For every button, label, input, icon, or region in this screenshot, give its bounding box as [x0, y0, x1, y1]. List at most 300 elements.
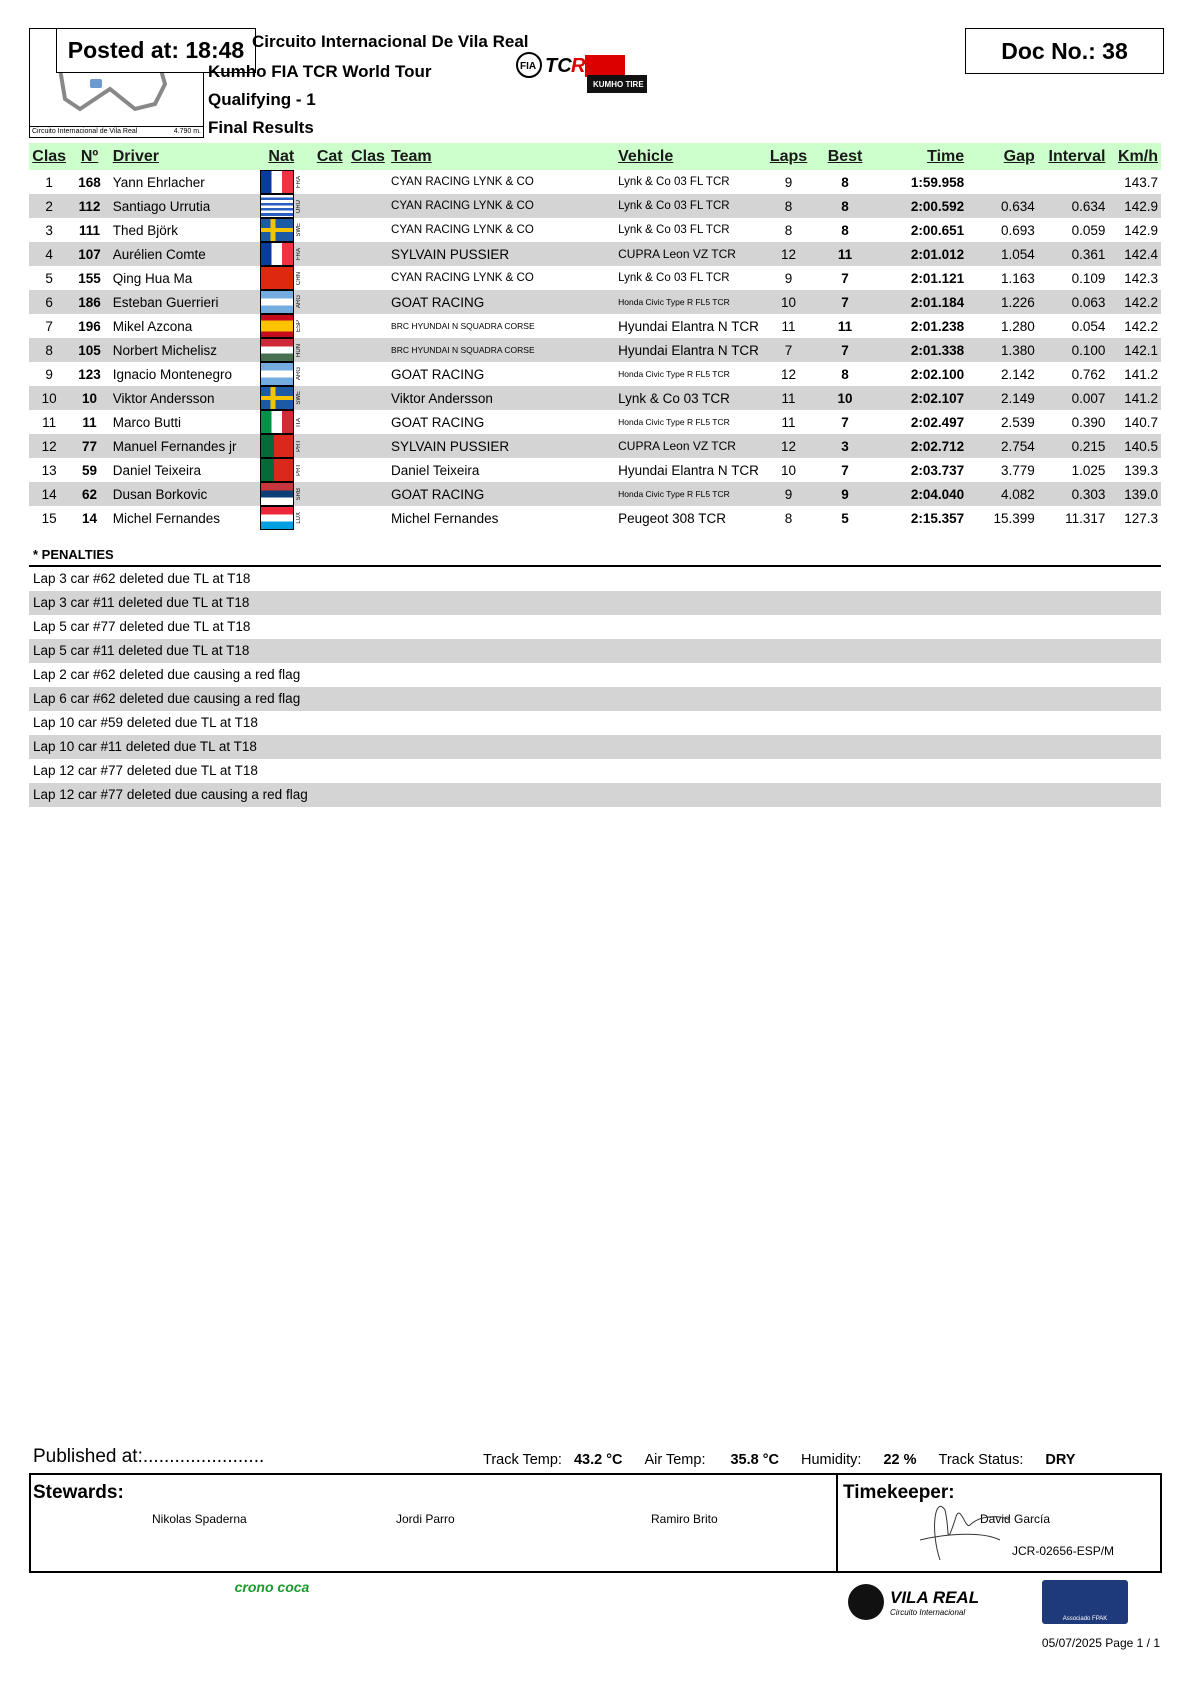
nationality-cell: [251, 506, 312, 530]
car-number-cell: 77: [69, 434, 109, 458]
vehicle-cell: Hyundai Elantra N TCR: [618, 318, 759, 334]
laps-cell: 9: [763, 482, 813, 506]
position-cell: 1: [45, 174, 53, 190]
speed-cell: 139.3: [1124, 462, 1158, 478]
class-position-cell: [348, 242, 388, 266]
steward-name: Ramiro Brito: [651, 1512, 718, 1526]
laps-cell: 9: [784, 270, 793, 286]
position-cell: 13: [41, 462, 57, 478]
track-status-value: DRY: [1045, 1452, 1076, 1468]
column-header: Clas: [29, 143, 69, 170]
nation-code: URU: [296, 199, 303, 213]
car-number-cell: 59: [82, 462, 98, 478]
posted-at-box: Posted at: 18:48: [56, 28, 256, 73]
timekeeper-label: Timekeeper:: [843, 1482, 955, 1503]
team-cell: Daniel Teixeira: [391, 462, 480, 478]
column-header: Vehicle: [615, 143, 763, 170]
interval-cell: 0.063: [1038, 290, 1109, 314]
nation-code: LUX: [296, 512, 303, 524]
nationality-cell: [251, 290, 312, 314]
vehicle-cell: Lynk & Co 03 FL TCR: [618, 272, 730, 284]
driver-cell: Michel Fernandes: [112, 510, 221, 526]
table-row: [29, 194, 1161, 218]
vehicle-cell: Honda Civic Type R FL5 TCR: [618, 417, 730, 427]
car-number-cell: 14: [82, 510, 98, 526]
column-header: Team: [388, 143, 615, 170]
best-lap-cell: 8: [814, 194, 877, 218]
best-lap-cell: 7: [814, 290, 877, 314]
category-cell: [312, 410, 348, 434]
driver-cell: Qing Hua Ma: [112, 270, 193, 286]
best-lap-cell: 11: [837, 318, 853, 334]
team-cell: BRC HYUNDAI N SQUADRA CORSE: [388, 338, 615, 362]
nation-code: PRT: [296, 464, 303, 476]
speed-cell: 142.9: [1108, 194, 1161, 218]
table-row: [29, 458, 1161, 482]
time-cell: 2:02.107: [876, 386, 967, 410]
penalty-item: Lap 2 car #62 deleted due causing a red flag: [33, 667, 301, 682]
laps-cell: 8: [784, 222, 793, 238]
car-number-cell: 196: [78, 318, 101, 334]
interval-cell: 11.317: [1065, 510, 1106, 526]
interval-cell: 0.303: [1038, 482, 1109, 506]
gap-cell: 2.539: [1000, 414, 1035, 430]
nationality-cell: [251, 434, 312, 458]
category-cell: [312, 314, 348, 338]
flag-swe-icon: [260, 218, 294, 242]
nation-code: ARG: [296, 367, 303, 381]
time-cell: 2:01.121: [910, 270, 965, 286]
column-header: Best: [814, 143, 877, 170]
gap-cell: 1.380: [967, 338, 1038, 362]
time-cell: 1:59.958: [910, 174, 965, 190]
flag-esp-icon: [260, 314, 294, 338]
best-lap-cell: 7: [841, 462, 849, 478]
table-row: [29, 482, 1161, 506]
table-row: [29, 386, 1161, 410]
flag-hun-icon: [260, 338, 294, 362]
gap-cell: 15.399: [993, 510, 1035, 526]
vehicle-cell: CUPRA Leon VZ TCR: [615, 242, 763, 266]
gap-cell: 2.149: [967, 386, 1038, 410]
table-row: [29, 218, 1161, 242]
class-position-cell: [348, 362, 388, 386]
interval-cell: 0.361: [1038, 242, 1109, 266]
speed-cell: 141.2: [1108, 386, 1161, 410]
nation-code: ITA: [296, 417, 303, 427]
gap-cell: 1.163: [1000, 270, 1035, 286]
interval-cell: 1.025: [1071, 462, 1106, 478]
laps-cell: 10: [781, 462, 797, 478]
nationality-cell: [251, 266, 312, 290]
vehicle-cell: Lynk & Co 03 FL TCR: [618, 224, 730, 236]
time-cell: 2:00.651: [910, 222, 965, 238]
category-cell: [312, 482, 348, 506]
best-lap-cell: 11: [814, 242, 877, 266]
nationality-cell: [251, 362, 312, 386]
table-row: [29, 410, 1161, 434]
fpak-logo: Associado FPAK: [1042, 1580, 1128, 1624]
timekeeper-name: David García: [980, 1512, 1051, 1526]
table-row: [29, 506, 1161, 530]
laps-cell: 7: [763, 338, 813, 362]
air-temp-label: Air Temp:: [644, 1452, 706, 1468]
team-cell: GOAT RACING: [391, 414, 485, 430]
penalty-item: Lap 6 car #62 deleted due causing a red flag: [29, 687, 1161, 711]
time-cell: 2:02.712: [876, 434, 967, 458]
vehicle-cell: Peugeot 308 TCR: [618, 510, 726, 526]
circuit-name: Circuito Internacional De Vila Real: [252, 32, 529, 51]
time-cell: 2:02.497: [910, 414, 965, 430]
session-name: Qualifying - 1: [208, 90, 316, 109]
best-lap-cell: 8: [841, 174, 849, 190]
position-cell: 3: [45, 222, 53, 238]
class-position-cell: [348, 458, 388, 482]
position-cell: 12: [29, 434, 69, 458]
svg-text:FIA: FIA: [520, 61, 537, 72]
speed-cell: 142.4: [1108, 242, 1161, 266]
driver-cell: Aurélien Comte: [110, 242, 251, 266]
table-row: [29, 266, 1161, 290]
column-header: Km/h: [1108, 143, 1161, 170]
speed-cell: 142.9: [1124, 222, 1158, 238]
driver-cell: Yann Ehrlacher: [112, 174, 205, 190]
position-cell: 15: [41, 510, 57, 526]
car-number-cell: 111: [79, 222, 101, 238]
time-cell: 2:01.012: [876, 242, 967, 266]
penalty-item: Lap 10 car #11 deleted due TL at T18: [29, 735, 1161, 759]
laps-cell: 8: [763, 194, 813, 218]
speed-cell: 140.5: [1108, 434, 1161, 458]
driver-cell: Marco Butti: [112, 414, 181, 430]
divider: [836, 1473, 838, 1573]
time-cell: 2:04.040: [876, 482, 967, 506]
driver-cell: Dusan Borkovic: [110, 482, 251, 506]
speed-cell: 142.2: [1108, 290, 1161, 314]
speed-cell: 143.7: [1124, 174, 1158, 190]
conditions-bar: [33, 1446, 1158, 1468]
driver-cell: Mikel Azcona: [112, 318, 193, 334]
flag-chn-icon: [260, 266, 294, 290]
position-cell: 6: [29, 290, 69, 314]
flag-fra-icon: [260, 170, 294, 194]
vehicle-cell: CUPRA Leon VZ TCR: [615, 434, 763, 458]
interval-cell: 0.215: [1038, 434, 1109, 458]
position-cell: 7: [45, 318, 53, 334]
class-position-cell: [348, 290, 388, 314]
position-cell: 11: [42, 414, 57, 430]
nationality-cell: [251, 242, 312, 266]
best-lap-cell: 7: [841, 414, 849, 430]
driver-cell: Ignacio Montenegro: [112, 366, 233, 382]
flag-ita-icon: [260, 410, 294, 434]
interval-cell: 0.634: [1038, 194, 1109, 218]
flag-prt-icon: [260, 458, 294, 482]
class-position-cell: [348, 506, 388, 530]
nationality-cell: [251, 386, 312, 410]
team-cell: Michel Fernandes: [391, 510, 499, 526]
timekeeper-license: JCR-02656-ESP/M: [1012, 1544, 1115, 1558]
svg-text:KUMHO TIRE: KUMHO TIRE: [593, 80, 644, 89]
track-temp-label: Track Temp:: [483, 1452, 562, 1468]
table-header: [29, 143, 1161, 170]
speed-cell: 142.3: [1124, 270, 1158, 286]
car-number-cell: 11: [82, 414, 97, 430]
position-cell: 2: [29, 194, 69, 218]
position-cell: 14: [29, 482, 69, 506]
gap-cell: [967, 170, 1038, 194]
interval-cell: 0.059: [1071, 222, 1106, 238]
best-lap-cell: 10: [814, 386, 877, 410]
column-header: Nº: [69, 143, 109, 170]
map-caption: Circuito Internacional de Vila Real: [32, 128, 138, 135]
team-cell: CYAN RACING LYNK & CO: [391, 176, 534, 188]
humidity-value: 22 %: [883, 1452, 917, 1468]
air-temp-value: 35.8 °C: [730, 1452, 780, 1468]
tcr-world-tour-logo: [515, 45, 650, 95]
penalty-item: Lap 3 car #62 deleted due TL at T18: [33, 571, 251, 586]
nation-code: SRB: [296, 487, 303, 501]
best-lap-cell: 5: [841, 510, 849, 526]
team-cell: SYLVAIN PUSSIER: [388, 242, 615, 266]
interval-cell: 0.100: [1038, 338, 1109, 362]
class-position-cell: [348, 266, 388, 290]
class-position-cell: [348, 482, 388, 506]
gap-cell: 4.082: [967, 482, 1038, 506]
nation-code: SWE: [296, 223, 303, 237]
car-number-cell: 155: [78, 270, 101, 286]
class-position-cell: [348, 410, 388, 434]
category-cell: [312, 506, 348, 530]
penalty-item: Lap 10 car #59 deleted due TL at T18: [33, 715, 258, 730]
column-header: Gap: [967, 143, 1038, 170]
laps-cell: 12: [763, 242, 813, 266]
time-cell: 2:01.338: [876, 338, 967, 362]
nation-code: PRT: [296, 440, 303, 452]
nationality-cell: [251, 482, 312, 506]
vehicle-cell: Lynk & Co 03 FL TCR: [618, 176, 730, 188]
car-number-cell: 10: [69, 386, 109, 410]
team-cell: Viktor Andersson: [388, 386, 615, 410]
nationality-cell: [251, 194, 312, 218]
flag-swe-icon: [260, 386, 294, 410]
penalty-item: Lap 5 car #77 deleted due TL at T18: [33, 619, 251, 634]
gap-cell: 2.754: [967, 434, 1038, 458]
car-number-cell: 112: [69, 194, 109, 218]
position-cell: 4: [29, 242, 69, 266]
class-position-cell: [348, 338, 388, 362]
vehicle-cell: Honda Civic Type R FL5 TCR: [615, 482, 763, 506]
nationality-cell: [251, 218, 312, 242]
penalties-list: [29, 567, 1161, 807]
crono-coca-logo: crono coca: [234, 1579, 310, 1595]
position-cell: 9: [45, 366, 53, 382]
nation-code: HUN: [296, 343, 303, 357]
team-cell: GOAT RACING: [388, 290, 615, 314]
nation-code: FRA: [296, 176, 303, 188]
time-cell: 2:01.238: [910, 318, 965, 334]
category-cell: [312, 266, 348, 290]
speed-cell: 139.0: [1108, 482, 1161, 506]
results-table: [29, 143, 1161, 530]
map-length: 4.790 m.: [173, 128, 201, 135]
best-lap-cell: 7: [814, 338, 877, 362]
published-at: Published at:.......................: [33, 1446, 265, 1467]
flag-arg-icon: [260, 362, 294, 386]
laps-cell: 11: [763, 386, 813, 410]
category-cell: [312, 242, 348, 266]
table-row: [29, 242, 1161, 266]
nationality-cell: [251, 314, 312, 338]
humidity-label: Humidity:: [801, 1452, 862, 1468]
team-cell: SYLVAIN PUSSIER: [388, 434, 615, 458]
class-position-cell: [348, 314, 388, 338]
category-cell: [312, 362, 348, 386]
interval-cell: 0.007: [1038, 386, 1109, 410]
gap-cell: 1.280: [1000, 318, 1035, 334]
penalty-item: Lap 12 car #77 deleted due TL at T18: [33, 763, 258, 778]
nation-code: ARG: [296, 295, 303, 309]
speed-cell: 140.7: [1124, 414, 1158, 430]
best-lap-cell: 7: [841, 270, 849, 286]
column-header: Cat: [312, 143, 348, 170]
column-header: Time: [876, 143, 967, 170]
column-header: Laps: [763, 143, 813, 170]
vehicle-cell: Lynk & Co 03 FL TCR: [615, 194, 763, 218]
driver-cell: Viktor Andersson: [110, 386, 251, 410]
column-header: Clas: [348, 143, 388, 170]
laps-cell: 12: [781, 366, 797, 382]
date-page: 05/07/2025 Page 1 / 1: [1041, 1636, 1160, 1650]
gap-cell: 2.142: [1000, 366, 1035, 382]
class-position-cell: [348, 434, 388, 458]
nation-code: FRA: [296, 248, 303, 260]
nation-code: SWE: [296, 391, 303, 405]
svg-text:TC: TC: [545, 55, 572, 77]
flag-lux-icon: [260, 506, 294, 530]
nationality-cell: [251, 170, 312, 194]
column-header: Interval: [1038, 143, 1109, 170]
class-position-cell: [348, 170, 388, 194]
speed-cell: 142.1: [1108, 338, 1161, 362]
vehicle-cell: Honda Civic Type R FL5 TCR: [618, 369, 730, 379]
time-cell: 2:03.737: [910, 462, 965, 478]
svg-text:R: R: [571, 55, 586, 77]
interval-cell: [1038, 170, 1109, 194]
track-status-label: Track Status:: [938, 1452, 1024, 1468]
gap-cell: 3.779: [1000, 462, 1035, 478]
category-cell: [312, 458, 348, 482]
driver-cell: Esteban Guerrieri: [110, 290, 251, 314]
doc-number: Doc No.: 38: [965, 28, 1164, 74]
driver-cell: Santiago Urrutia: [110, 194, 251, 218]
steward-name: Nikolas Spaderna: [152, 1512, 247, 1526]
team-cell: GOAT RACING: [388, 482, 615, 506]
laps-cell: 8: [784, 510, 793, 526]
team-cell: CYAN RACING LYNK & CO: [391, 224, 534, 236]
flag-prt-icon: [260, 434, 294, 458]
gap-cell: 1.054: [967, 242, 1038, 266]
nationality-cell: [251, 410, 312, 434]
car-number-cell: 105: [69, 338, 109, 362]
interval-cell: 0.762: [1071, 366, 1106, 382]
nation-code: ESP: [296, 319, 303, 332]
column-header: Nat: [251, 143, 312, 170]
best-lap-cell: 8: [841, 366, 849, 382]
category-cell: [312, 194, 348, 218]
laps-cell: 12: [763, 434, 813, 458]
team-cell: CYAN RACING LYNK & CO: [388, 194, 615, 218]
best-lap-cell: 3: [814, 434, 877, 458]
speed-cell: 141.2: [1124, 366, 1158, 382]
gap-cell: 1.226: [967, 290, 1038, 314]
signature-icon: [900, 1490, 1010, 1570]
flag-uru-icon: [260, 194, 294, 218]
car-number-cell: 62: [69, 482, 109, 506]
vehicle-cell: Lynk & Co 03 TCR: [615, 386, 763, 410]
driver-cell: Daniel Teixeira: [112, 462, 202, 478]
penalty-item: Lap 3 car #11 deleted due TL at T18: [29, 591, 1161, 615]
table-row: [29, 314, 1161, 338]
penalties-title: * PENALTIES: [33, 547, 114, 562]
time-cell: 2:00.592: [876, 194, 967, 218]
class-position-cell: [348, 386, 388, 410]
driver-cell: Manuel Fernandes jr: [110, 434, 251, 458]
table-row: [29, 434, 1161, 458]
steward-name: Jordi Parro: [396, 1512, 455, 1526]
category-cell: [312, 386, 348, 410]
vila-real-emblem-icon: [848, 1584, 884, 1620]
speed-cell: 127.3: [1124, 510, 1158, 526]
car-number-cell: 107: [69, 242, 109, 266]
driver-cell: Norbert Michelisz: [110, 338, 251, 362]
document-title: Final Results: [208, 118, 314, 137]
category-cell: [312, 218, 348, 242]
stewards-label: Stewards:: [33, 1482, 124, 1503]
interval-cell: 0.390: [1071, 414, 1106, 430]
flag-fra-icon: [260, 242, 294, 266]
category-cell: [312, 290, 348, 314]
driver-cell: Thed Björk: [112, 222, 178, 238]
vehicle-cell: Hyundai Elantra N TCR: [615, 338, 763, 362]
speed-cell: 142.2: [1124, 318, 1158, 334]
flag-arg-icon: [260, 290, 294, 314]
class-position-cell: [348, 218, 388, 242]
best-lap-cell: 9: [814, 482, 877, 506]
team-cell: BRC HYUNDAI N SQUADRA CORSE: [391, 321, 535, 331]
table-row: [29, 362, 1161, 386]
category-cell: [312, 338, 348, 362]
table-row: [29, 290, 1161, 314]
team-cell: GOAT RACING: [391, 366, 485, 382]
car-number-cell: 123: [78, 366, 101, 382]
best-lap-cell: 8: [841, 222, 849, 238]
category-cell: [312, 434, 348, 458]
table-row: [29, 338, 1161, 362]
category-cell: [312, 170, 348, 194]
nation-code: CHN: [296, 271, 303, 285]
table-row: [29, 170, 1161, 194]
flag-srb-icon: [260, 482, 294, 506]
column-header: Driver: [110, 143, 251, 170]
nationality-cell: [251, 458, 312, 482]
position-cell: 5: [45, 270, 53, 286]
laps-cell: 11: [781, 414, 796, 430]
series-name: Kumho FIA TCR World Tour: [208, 62, 432, 81]
interval-cell: 0.109: [1071, 270, 1106, 286]
vila-real-logo: VILA REAL Circuito Internacional: [848, 1582, 998, 1622]
position-cell: 10: [29, 386, 69, 410]
